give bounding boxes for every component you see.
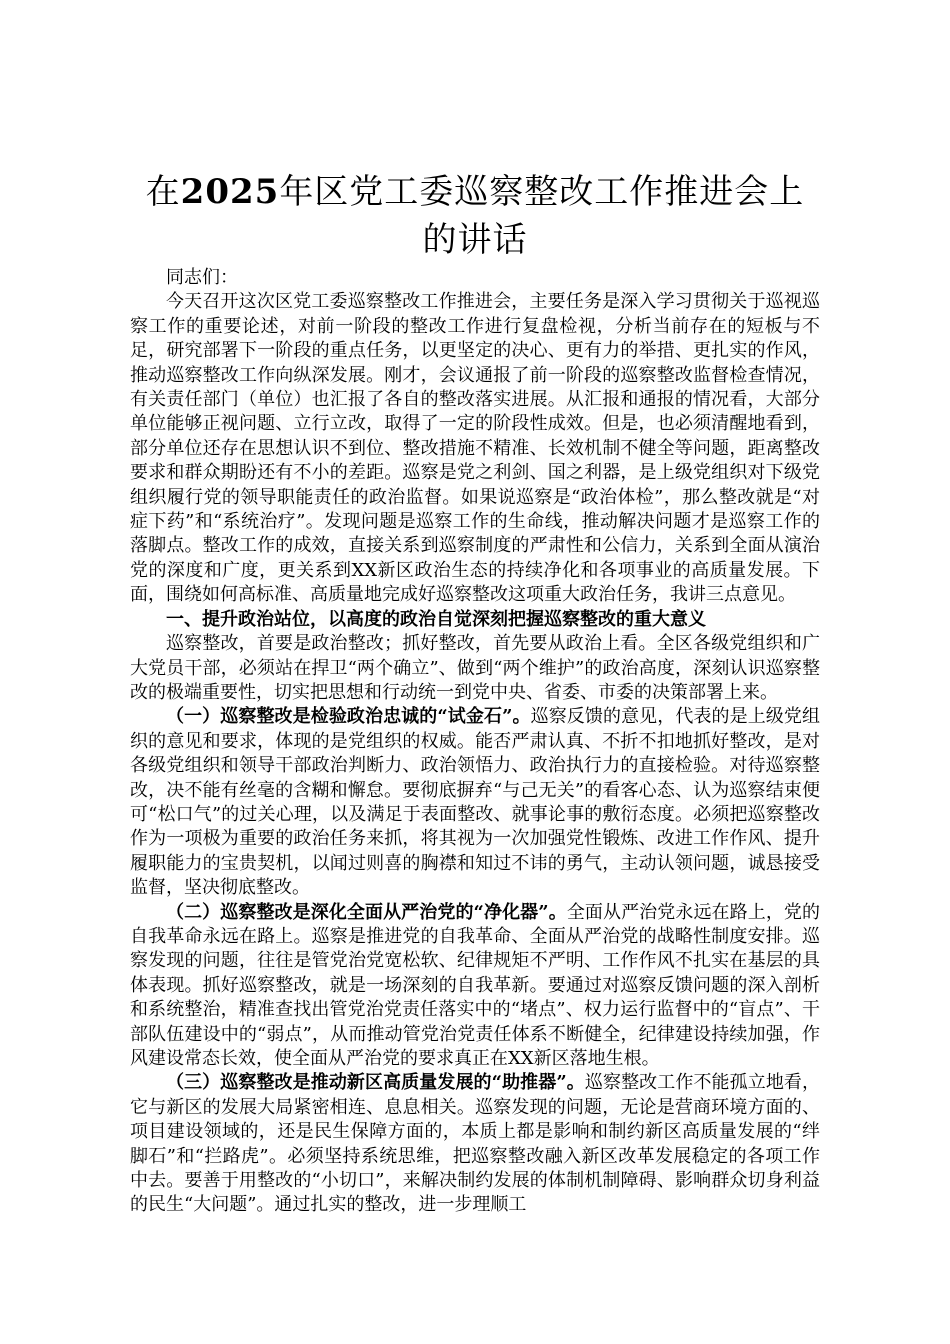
- section-1-intro-paragraph: 巡察整改，首要是政治整改；抓好整改，首先要从政治上看。全区各级党组织和广大党员干部，必须站在捍卫“两个确立”、做到“两个维护”的政治高度，深刻认识巡察整改的极端重要性，切实把思想和行动统一到党中央、省委、市委的决策部署上来。: [130, 633, 820, 703]
- point-2-lead: （二）巡察整改是深化全面从严治党的“净化器”。: [166, 901, 567, 923]
- document-body: [130, 266, 820, 1218]
- point-2-paragraph: [130, 901, 820, 1072]
- document-title: [130, 168, 820, 264]
- point-2-text: 全面从严治党永远在路上，党的自我革命永远在路上。巡察是推进党的自我革命、全面从严治党的战略性制度安排。巡察发现的问题，往往是管党治党宽松软、纪律规矩不严明、工作作风不扎实在基层的具体表现。抓好巡察整改，就是一场深刻的自我革新。要通过对巡察反馈问题的深入剖析和系统整治，精准查找出管党治党责任落实中的“堵点”、权力运行监督中的“盲点”、干部队伍建设中的“弱点”，从而推动管党治党责任体系不断健全，纪律建设持续加强，作风建设常态长效，使全面从严治党的要求真正在XX新区落地生根。: [130, 901, 820, 1069]
- document-page: [130, 168, 820, 1218]
- point-1-lead: （一）巡察整改是检验政治忠诚的“试金石”。: [166, 706, 531, 728]
- title-prefix: 在: [145, 172, 181, 212]
- point-3-lead: （三）巡察整改是推动新区高质量发展的“助推器”。: [166, 1072, 585, 1094]
- intro-paragraph: 今天召开这次区党工委巡察整改工作推进会，主要任务是深入学习贯彻关于巡视巡察工作的重要论述，对前一阶段的整改工作进行复盘检视，分析当前存在的短板与不足，研究部署下一阶段的重点任务，以更坚定的决心、更有力的举措、更扎实的作风，推动巡察整改工作向纵深发展。刚才，会议通报了前一阶段的巡察整改监督检查情况，有关责任部门（单位）也汇报了各自的整改落实进展。从汇报和通报的情况看，大部分单位能够正视问题、立行立改，取得了一定的阶段性成效。但是，也必须清醒地看到，部分单位还存在思想认识不到位、整改措施不精准、长效机制不健全等问题，距离整改要求和群众期盼还有不小的差距。巡察是党之利剑、国之利器，是上级党组织对下级党组织履行党的领导职能责任的政治监督。如果说巡察是“政治体检”，那么整改就是“对症下药”和“系统治疗”。发现问题是巡察工作的生命线，推动解决问题才是巡察工作的落脚点。整改工作的成效，直接关系到巡察制度的严肃性和公信力，关系到全面从演治党的深度和广度，更关系到XX新区政治生态的持续净化和各项事业的高质量发展。下面，围绕如何高标准、高质量地完成好巡察整改这项重大政治任务，我讲三点意见。: [130, 291, 820, 606]
- title-suffix: 年区党工委巡察整改工作推进会上的讲话: [279, 172, 805, 260]
- point-1-text: 巡察反馈的意见，代表的是上级党组织的意见和要求，体现的是党组织的权威。能否严肃认真、不折不扣地抓好整改，是对各级党组织和领导干部政治判断力、政治领悟力、政治执行力的直接检验。对待巡察整改，决不能有丝毫的含糊和懈怠。要彻底摒弃“与己无关”的看客心态、认为巡察结束便可“松口气”的过关心理，以及满足于表面整改、就事论事的敷衍态度。必须把巡察整改作为一项极为重要的政治任务来抓，将其视为一次加强党性锻炼、改进工作作风、提升履职能力的宝贵契机，以闻过则喜的胸襟和知过不讳的勇气，主动认领问题，诚恳接受监督，坚决彻底整改。: [130, 706, 820, 899]
- section-1-heading: 一、提升政治站位，以高度的政治自觉深刻把握巡察整改的重大意义: [166, 608, 706, 630]
- point-3-paragraph: [130, 1071, 820, 1217]
- title-year: 2025: [180, 172, 280, 212]
- point-1-paragraph: [130, 705, 820, 900]
- salutation: 同志们：: [166, 267, 238, 288]
- point-3-text: 巡察整改工作不能孤立地看，它与新区的发展大局紧密相连、息息相关。巡察发现的问题，无论是营商环境方面的、项目建设领域的，还是民生保障方面的，本质上都是影响和制约新区高质量发展的“绊脚石”和“拦路虎”。必须坚持系统思维，把巡察整改融入新区改革发展稳定的各项工作中去。要善于用整改的“小切口”，来解决制约发展的体制机制障碍、影响群众切身利益的民生“大问题”。通过扎实的整改，进一步理顺工: [130, 1072, 820, 1216]
